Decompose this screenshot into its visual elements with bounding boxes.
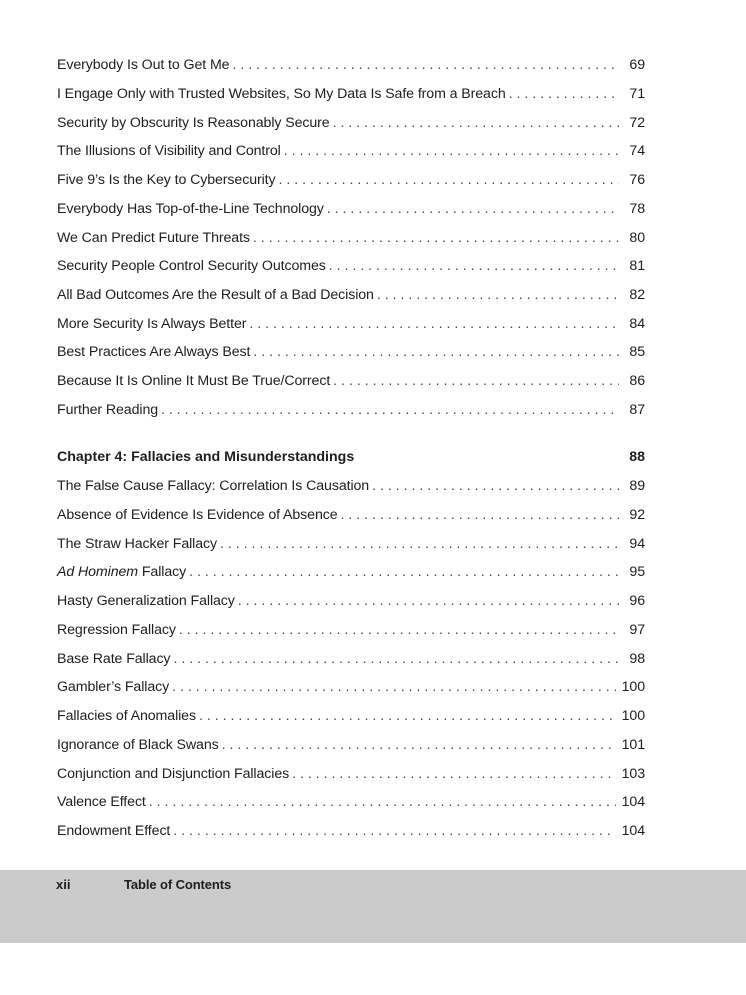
toc-entry-title: Five 9’s Is the Key to Cybersecurity (57, 172, 276, 188)
toc-entry (57, 341, 645, 363)
dot-leader (333, 112, 619, 134)
toc-entry-page: 92 (629, 507, 645, 523)
toc-entry-title: Security People Control Security Outcomes (57, 258, 326, 274)
toc-entry-page: 76 (629, 172, 645, 188)
toc-entry (57, 820, 645, 842)
toc-entry-title (57, 561, 186, 583)
toc-entry-title: Gambler’s Fallacy (57, 679, 170, 695)
toc-entry (57, 140, 645, 162)
toc-entry (57, 590, 645, 612)
toc-entry-title: The Illusions of Visibility and Control (57, 143, 281, 159)
dot-leader (149, 791, 616, 813)
dot-leader (173, 820, 615, 842)
dot-leader (292, 763, 616, 785)
toc-entry-page: 94 (629, 536, 645, 552)
toc-entry-title: Best Practices Are Always Best (57, 344, 251, 360)
toc-entry (57, 370, 645, 392)
dot-leader (199, 705, 616, 727)
toc-entry (57, 169, 645, 191)
toc-entry-title: Regression Fallacy (57, 622, 176, 638)
dot-leader (179, 619, 619, 641)
toc-entry-page: 69 (629, 57, 645, 73)
toc-entry (57, 763, 645, 785)
toc-entry (57, 313, 645, 335)
chapter-page: 88 (629, 449, 645, 465)
dot-leader (509, 83, 619, 105)
toc-entry-page: 86 (629, 373, 645, 389)
dot-leader (279, 169, 620, 191)
dot-leader (284, 140, 619, 162)
toc-entry (57, 399, 645, 421)
toc-entry-title: All Bad Outcomes Are the Result of a Bad Decision (57, 287, 374, 303)
toc-entry-title: The Straw Hacker Fallacy (57, 536, 218, 552)
toc-entry-page: 100 (621, 679, 645, 695)
toc-entry (57, 198, 645, 220)
toc-entry-page: 74 (629, 143, 645, 159)
dot-leader (253, 227, 619, 249)
toc-entry (57, 54, 645, 76)
toc-entry-title: The False Cause Fallacy: Correlation Is Causation (57, 478, 370, 494)
toc-entry (57, 648, 645, 670)
toc-entry-title: Valence Effect (57, 794, 146, 810)
toc-entry-title: Security by Obscurity Is Reasonably Secure (57, 115, 330, 131)
toc-entry-page: 104 (621, 823, 645, 839)
toc-entry (57, 533, 645, 555)
dot-leader (222, 734, 616, 756)
toc-entry (57, 734, 645, 756)
dot-leader (173, 648, 619, 670)
toc-entry-page: 100 (621, 708, 645, 724)
toc-entry-title: Base Rate Fallacy (57, 651, 171, 667)
toc-entry-page: 101 (621, 737, 645, 753)
toc-entry-page: 72 (629, 115, 645, 131)
toc-entry-page: 98 (629, 651, 645, 667)
toc-entry-title: Hasty Generalization Fallacy (57, 593, 235, 609)
dot-leader (220, 533, 619, 555)
dot-leader (341, 504, 619, 526)
dot-leader (161, 399, 619, 421)
toc-entry-title: Ignorance of Black Swans (57, 737, 219, 753)
toc-entry-page: 82 (629, 287, 645, 303)
toc-entry (57, 619, 645, 641)
toc-entry-title-italic: Ad Hominem (57, 564, 139, 580)
toc-entry-title: Endowment Effect (57, 823, 171, 839)
page-footer (0, 870, 746, 943)
toc-entry-title-rest: Fallacy (138, 564, 187, 580)
toc-entry-page: 89 (629, 478, 645, 494)
toc-entry-title: Fallacies of Anomalies (57, 708, 196, 724)
toc-entry-title: Conjunction and Disjunction Fallacies (57, 766, 290, 782)
dot-leader (329, 255, 619, 277)
dot-leader (172, 676, 616, 698)
toc-entry-title: Everybody Has Top-of-the-Line Technology (57, 201, 324, 217)
toc-entry (57, 475, 645, 497)
dot-leader (333, 370, 619, 392)
chapter-title: Chapter 4: Fallacies and Misunderstandings (57, 449, 355, 465)
toc-entry-page: 80 (629, 230, 645, 246)
dot-leader (377, 284, 619, 306)
toc-entry-page: 96 (629, 593, 645, 609)
toc-entry-page: 87 (629, 402, 645, 418)
toc-entry (57, 227, 645, 249)
dot-leader (249, 313, 619, 335)
dot-leader (372, 475, 619, 497)
toc-entry-title: Absence of Evidence Is Evidence of Absence (57, 507, 338, 523)
toc-entry-title: Further Reading (57, 402, 159, 418)
toc-entry (57, 791, 645, 813)
toc-entry-page: 95 (629, 564, 645, 580)
toc-entry-page: 104 (621, 794, 645, 810)
toc-entry-title: Everybody Is Out to Get Me (57, 57, 230, 73)
toc-entry (57, 83, 645, 105)
toc-entry (57, 112, 645, 134)
toc-entry (57, 504, 645, 526)
toc-entry-page: 97 (629, 622, 645, 638)
toc-entry-page: 81 (629, 258, 645, 274)
toc-entry (57, 561, 645, 583)
dot-leader (327, 198, 619, 220)
running-title: Table of Contents (124, 877, 232, 892)
toc-entry (57, 255, 645, 277)
toc-entry-title: We Can Predict Future Threats (57, 230, 250, 246)
toc-entry-title: I Engage Only with Trusted Websites, So My Data Is Safe from a Breach (57, 86, 506, 102)
toc-entry-title: Because It Is Online It Must Be True/Correct (57, 373, 331, 389)
dot-leader (189, 561, 619, 583)
toc-entry (57, 284, 645, 306)
toc-entry (57, 676, 645, 698)
toc-entry-page: 84 (629, 316, 645, 332)
dot-leader (232, 54, 619, 76)
toc-entry-title: More Security Is Always Better (57, 316, 247, 332)
chapter-heading (57, 446, 645, 468)
toc-entry-page: 103 (621, 766, 645, 782)
toc-entry (57, 705, 645, 727)
dot-leader (238, 590, 619, 612)
page-number: xii (56, 877, 71, 892)
toc-entry-page: 71 (629, 86, 645, 102)
toc-entry-page: 85 (629, 344, 645, 360)
dot-leader (253, 341, 619, 363)
toc-entry-page: 78 (629, 201, 645, 217)
